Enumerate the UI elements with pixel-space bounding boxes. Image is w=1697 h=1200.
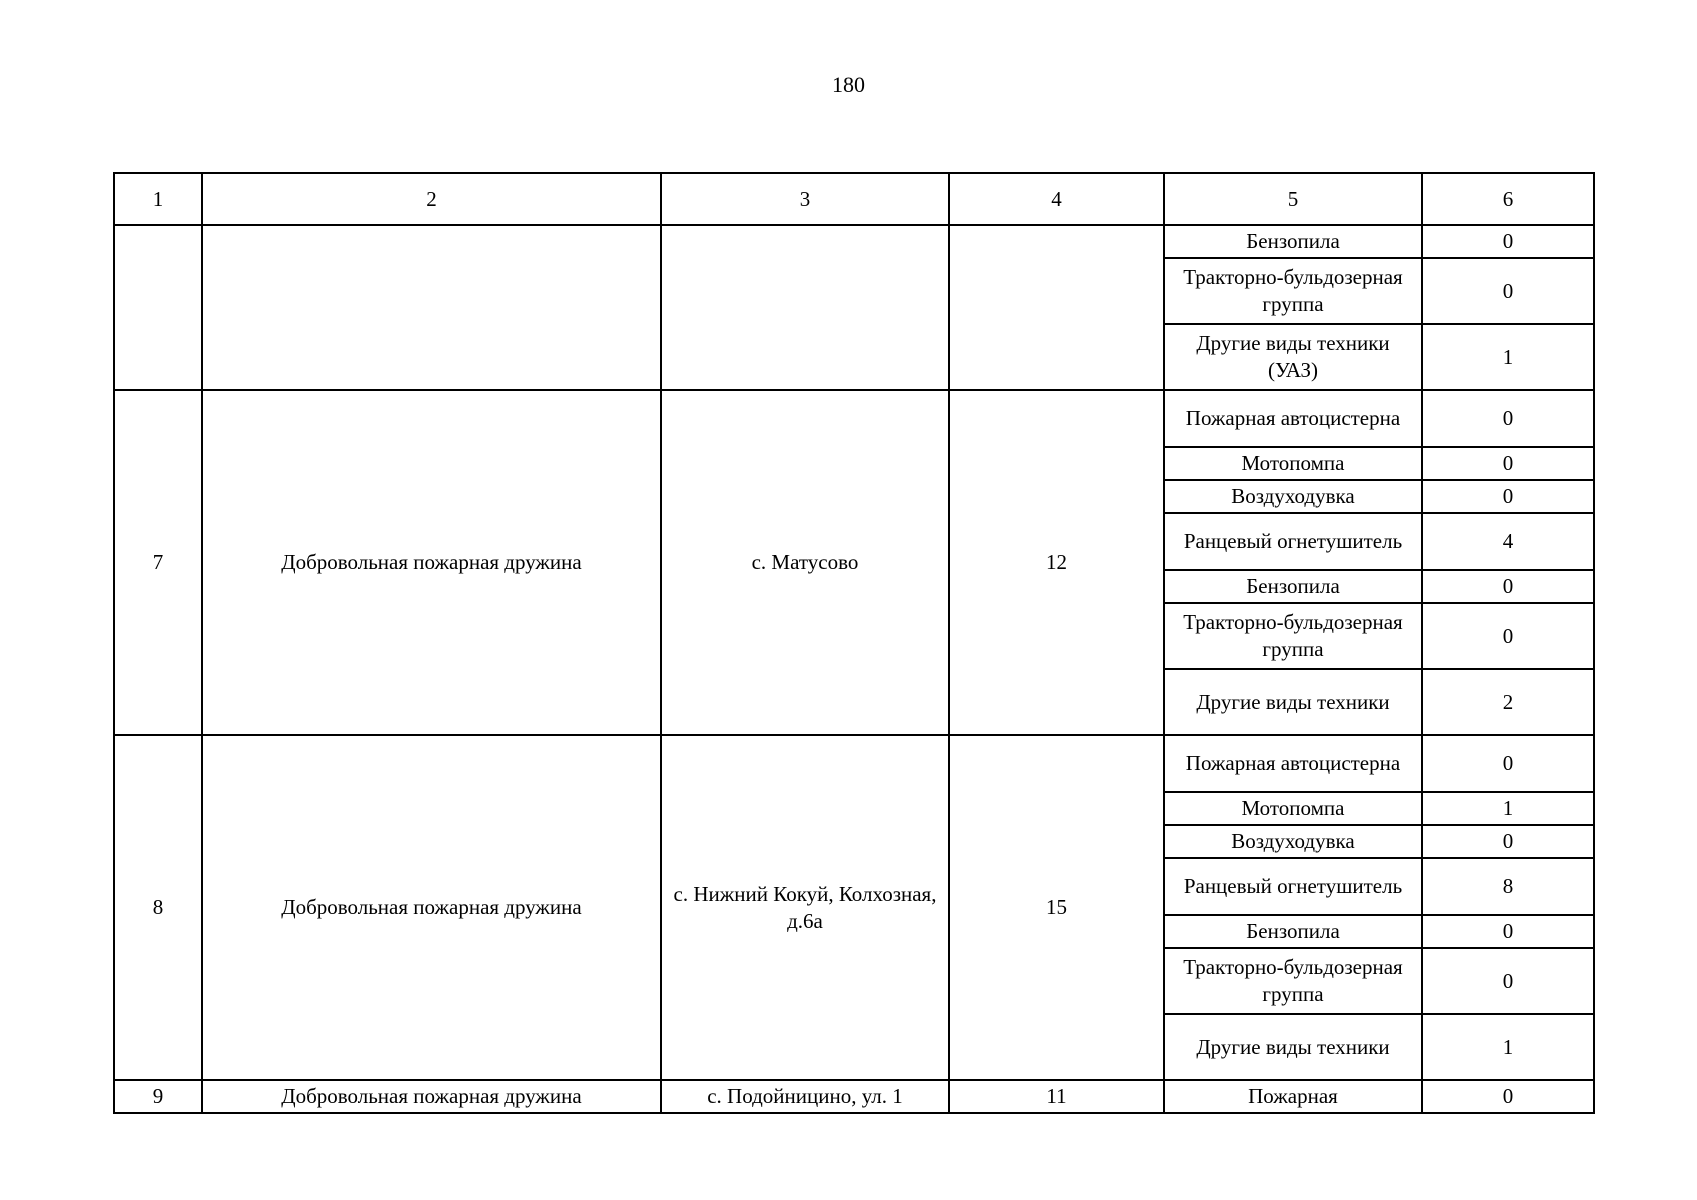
header-cell-1: 1	[114, 173, 202, 225]
equipment-count: 8	[1422, 858, 1594, 915]
continuation-staff-cell	[949, 225, 1164, 390]
equipment-count: 0	[1422, 735, 1594, 792]
continuation-num-cell	[114, 225, 202, 390]
header-cell-5: 5	[1164, 173, 1422, 225]
equipment-name: Ранцевый огнетушитель	[1164, 858, 1422, 915]
equipment-count: 0	[1422, 948, 1594, 1014]
equipment-count: 0	[1422, 258, 1594, 324]
equipment-name: Воздуходувка	[1164, 825, 1422, 858]
entry-staff: 11	[949, 1080, 1164, 1113]
equipment-name: Мотопомпа	[1164, 447, 1422, 480]
entry-location: с. Нижний Кокуй, Колхозная, д.6а	[661, 735, 949, 1080]
equipment-count: 1	[1422, 1014, 1594, 1080]
equipment-count: 0	[1422, 915, 1594, 948]
equipment-name: Тракторно-бульдозерная группа	[1164, 603, 1422, 669]
equipment-count: 4	[1422, 513, 1594, 570]
entry-staff: 12	[949, 390, 1164, 735]
table-row	[114, 1080, 1594, 1113]
equipment-name: Пожарная	[1164, 1080, 1422, 1113]
entry-location: с. Подойницино, ул. 1	[661, 1080, 949, 1113]
equipment-name: Бензопила	[1164, 570, 1422, 603]
entry-name: Добровольная пожарная дружина	[202, 1080, 661, 1113]
entry-location: с. Матусово	[661, 390, 949, 735]
equipment-count: 0	[1422, 225, 1594, 258]
equipment-count: 1	[1422, 324, 1594, 390]
equipment-count: 0	[1422, 1080, 1594, 1113]
continuation-name-cell	[202, 225, 661, 390]
equipment-name: Пожарная автоцистерна	[1164, 390, 1422, 447]
equipment-name: Воздуходувка	[1164, 480, 1422, 513]
entry-number: 9	[114, 1080, 202, 1113]
header-row	[114, 173, 1594, 225]
equipment-name: Тракторно-бульдозерная группа	[1164, 948, 1422, 1014]
equipment-name: Ранцевый огнетушитель	[1164, 513, 1422, 570]
header-cell-2: 2	[202, 173, 661, 225]
entry-number: 8	[114, 735, 202, 1080]
equipment-name: Другие виды техники (УАЗ)	[1164, 324, 1422, 390]
equipment-count: 0	[1422, 825, 1594, 858]
equipment-name: Тракторно-бульдозерная группа	[1164, 258, 1422, 324]
entry-name: Добровольная пожарная дружина	[202, 735, 661, 1080]
equipment-count: 0	[1422, 390, 1594, 447]
equipment-count: 0	[1422, 570, 1594, 603]
equipment-count: 2	[1422, 669, 1594, 735]
table-row	[114, 390, 1594, 447]
page-number: 180	[832, 72, 865, 97]
header-cell-6: 6	[1422, 173, 1594, 225]
equipment-name: Мотопомпа	[1164, 792, 1422, 825]
equipment-name: Другие виды техники	[1164, 1014, 1422, 1080]
equipment-name: Пожарная автоцистерна	[1164, 735, 1422, 792]
continuation-location-cell	[661, 225, 949, 390]
table-row	[114, 225, 1594, 258]
header-cell-4: 4	[949, 173, 1164, 225]
equipment-table	[113, 172, 1595, 1114]
header-cell-3: 3	[661, 173, 949, 225]
equipment-count: 1	[1422, 792, 1594, 825]
equipment-name: Бензопила	[1164, 225, 1422, 258]
entry-number: 7	[114, 390, 202, 735]
equipment-name: Другие виды техники	[1164, 669, 1422, 735]
equipment-name: Бензопила	[1164, 915, 1422, 948]
equipment-count: 0	[1422, 603, 1594, 669]
entry-staff: 15	[949, 735, 1164, 1080]
equipment-count: 0	[1422, 447, 1594, 480]
equipment-count: 0	[1422, 480, 1594, 513]
entry-name: Добровольная пожарная дружина	[202, 390, 661, 735]
table-row	[114, 735, 1594, 792]
